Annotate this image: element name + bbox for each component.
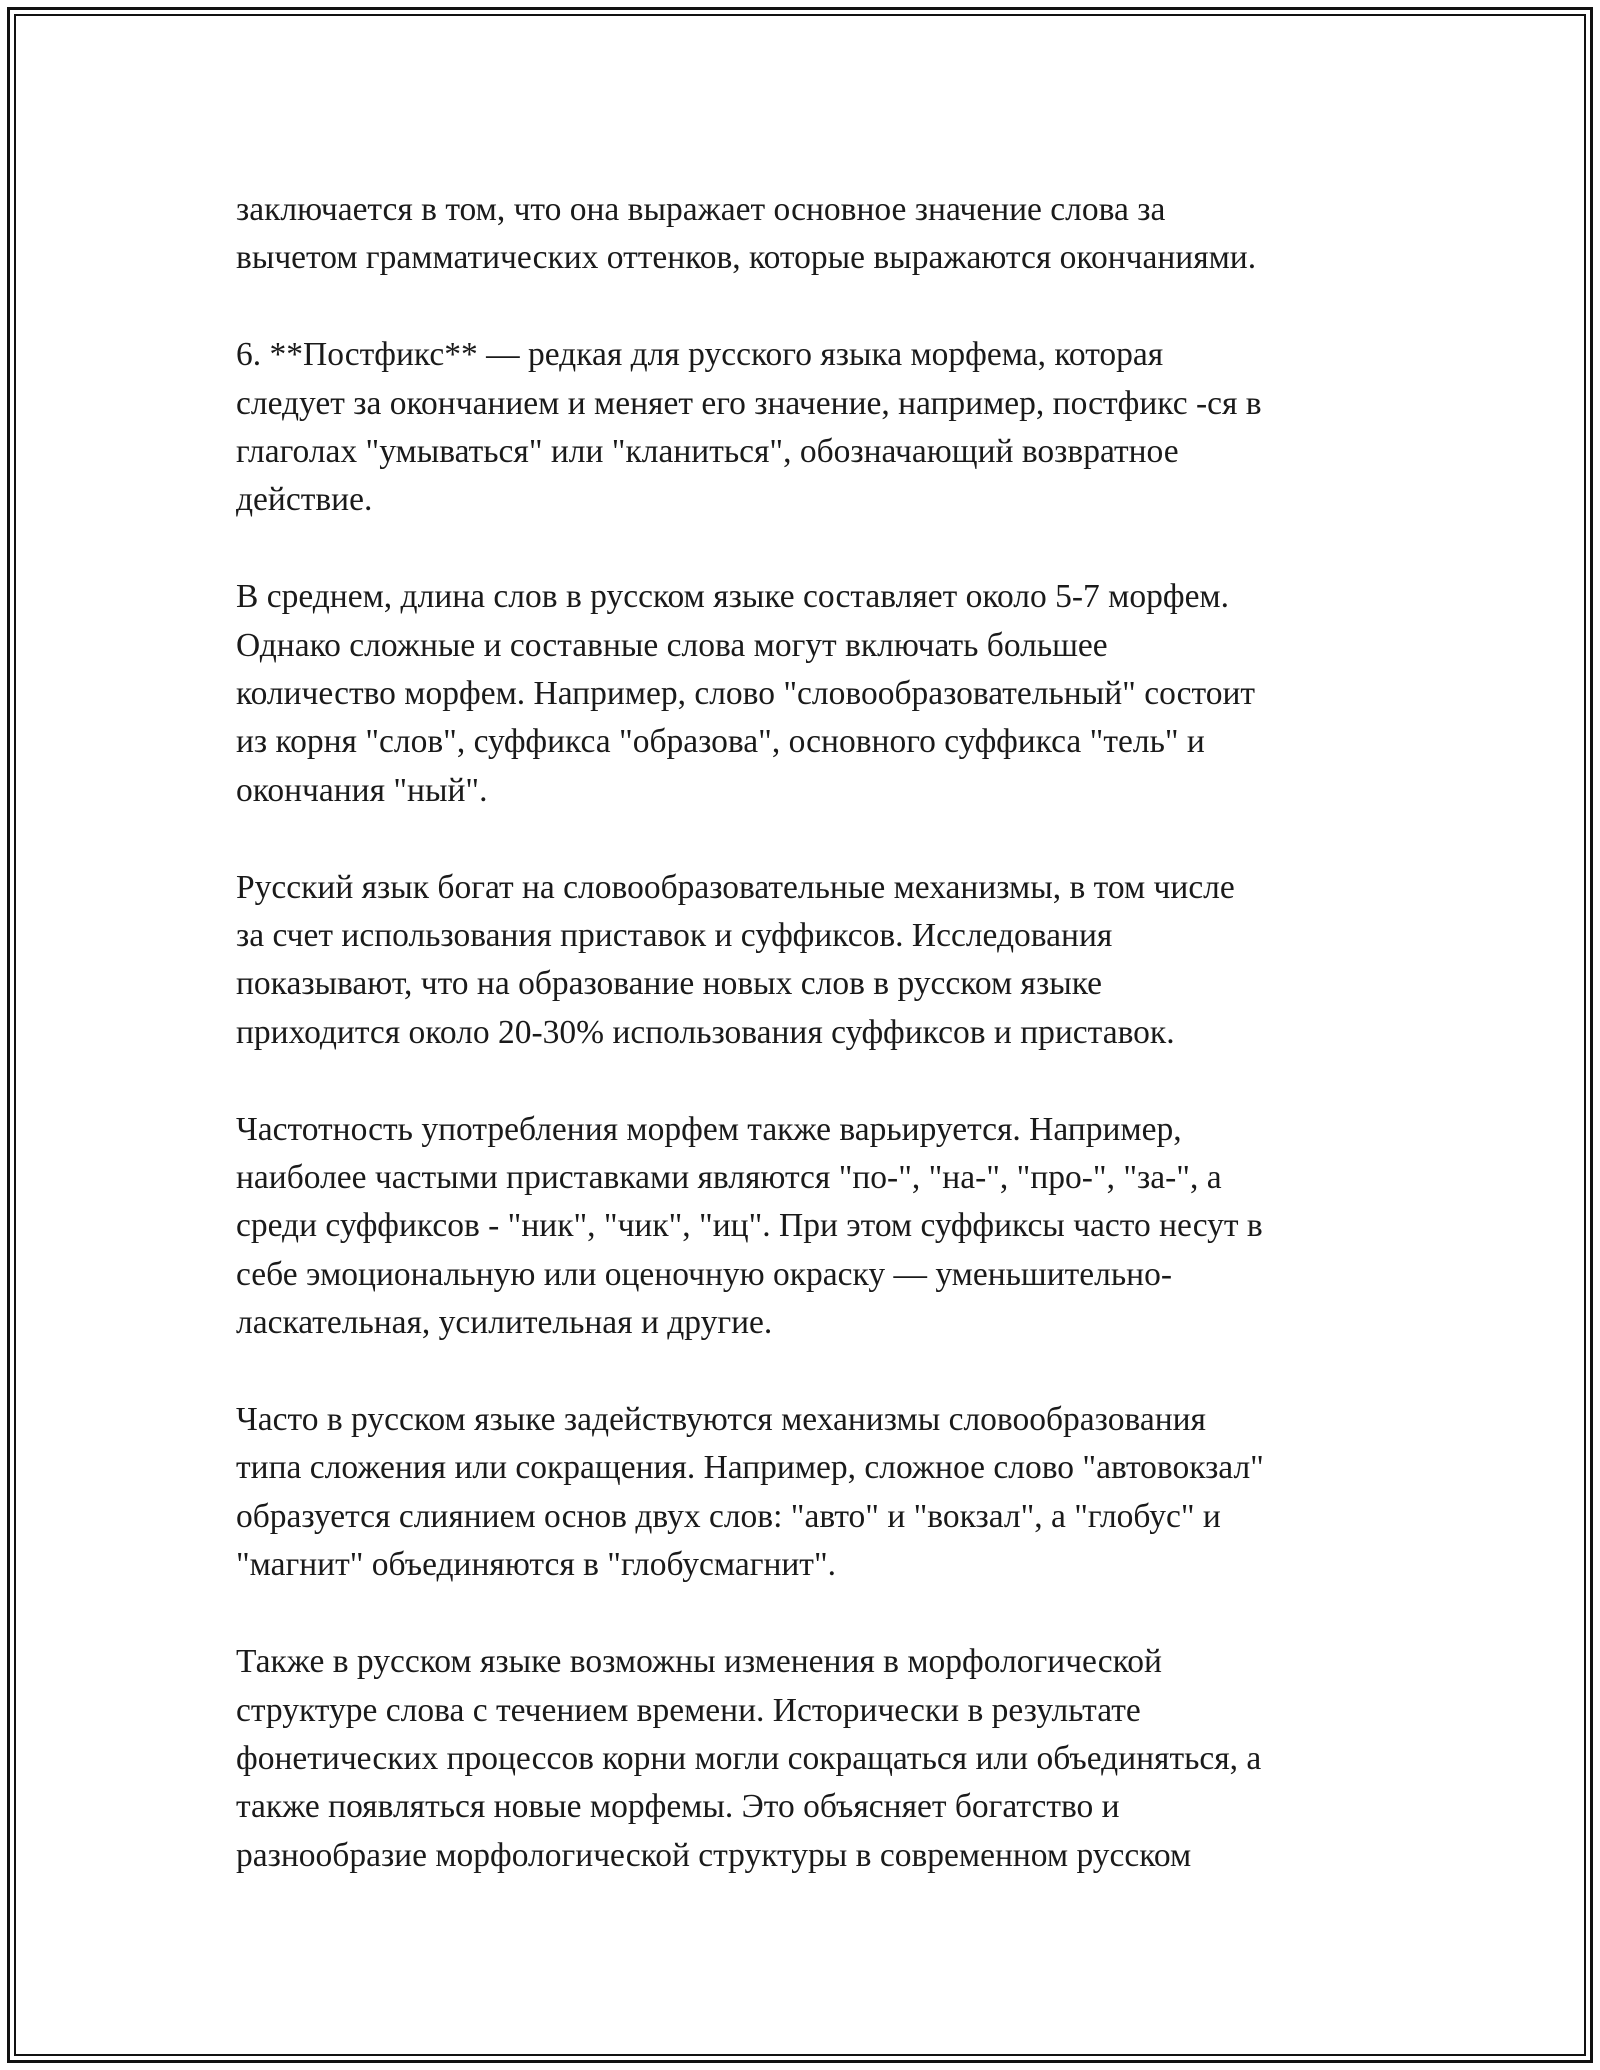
text-line: типа сложения или сокращения. Например, сложное слово "автовокзал" <box>236 1449 1264 1487</box>
text-line: наиболее частыми приставками являются "по-", "на-", "про-", "за-", а <box>236 1159 1222 1197</box>
paragraph-root-continuation <box>236 186 1386 283</box>
text-line: за счет использования приставок и суффиксов. Исследования <box>236 917 1113 955</box>
text-line: Частотность употребления морфем также варьируется. Например, <box>236 1110 1182 1148</box>
text-line: показывают, что на образование новых слов в русском языке <box>236 965 1103 1003</box>
text-line: также появляться новые морфемы. Это объясняет богатство и <box>236 1788 1120 1826</box>
text-line: количество морфем. Например, слово "словообразовательный" состоит <box>236 675 1256 713</box>
text-line: заключается в том, что она выражает основное значение слова за <box>236 191 1166 228</box>
document-body <box>236 186 1386 1929</box>
text-line: разнообразие морфологической структуры в современном русском <box>236 1836 1192 1874</box>
text-line: Однако сложные и составные слова могут включать большее <box>236 626 1108 664</box>
text-line: В среднем, длина слов в русском языке составляет около 5-7 морфем. <box>236 578 1230 616</box>
text-line: себе эмоциональную или оценочную окраску — уменьшительно- <box>236 1255 1172 1293</box>
text-line: Русский язык богат на словообразовательные механизмы, в том числе <box>236 868 1235 906</box>
text-line: 6. **Постфикс** — редкая для русского языка морфема, которая <box>236 336 1164 374</box>
text-line: вычетом грамматических оттенков, которые выражаются окончаниями. <box>236 239 1257 277</box>
paragraph-word-length <box>236 573 1386 815</box>
paragraph-compounding <box>236 1396 1386 1590</box>
paragraph-word-formation <box>236 864 1386 1058</box>
text-line: Также в русском языке возможны изменения в морфологической <box>236 1643 1162 1681</box>
text-line: действие. <box>236 481 373 519</box>
text-line: глаголах "умываться" или "кланиться", обозначающий возвратное <box>236 433 1179 471</box>
text-line: из корня "слов", суффикса "образова", основного суффикса "тель" и <box>236 723 1205 761</box>
paragraph-morpheme-frequency <box>236 1106 1386 1348</box>
text-line: фонетических процессов корни могли сокращаться или объединяться, а <box>236 1739 1262 1777</box>
text-line: следует за окончанием и меняет его значение, например, постфикс -ся в <box>236 384 1262 422</box>
text-line: Часто в русском языке задействуются механизмы словообразования <box>236 1401 1206 1439</box>
text-line: "магнит" объединяются в "глобусмагнит". <box>236 1546 836 1584</box>
text-line: среди суффиксов - "ник", "чик", "иц". При этом суффиксы часто несут в <box>236 1207 1263 1245</box>
text-line: приходится около 20-30% использования суффиксов и приставок. <box>236 1013 1175 1051</box>
text-line: окончания "ный". <box>236 771 488 809</box>
paragraph-postfix <box>236 331 1386 525</box>
text-line: образуется слиянием основ двух слов: "авто" и "вокзал", а "глобус" и <box>236 1497 1221 1535</box>
paragraph-historical-changes <box>236 1638 1386 1880</box>
text-line: ласкательная, усилительная и другие. <box>236 1304 773 1342</box>
text-line: структуре слова с течением времени. Исторически в результате <box>236 1691 1141 1729</box>
